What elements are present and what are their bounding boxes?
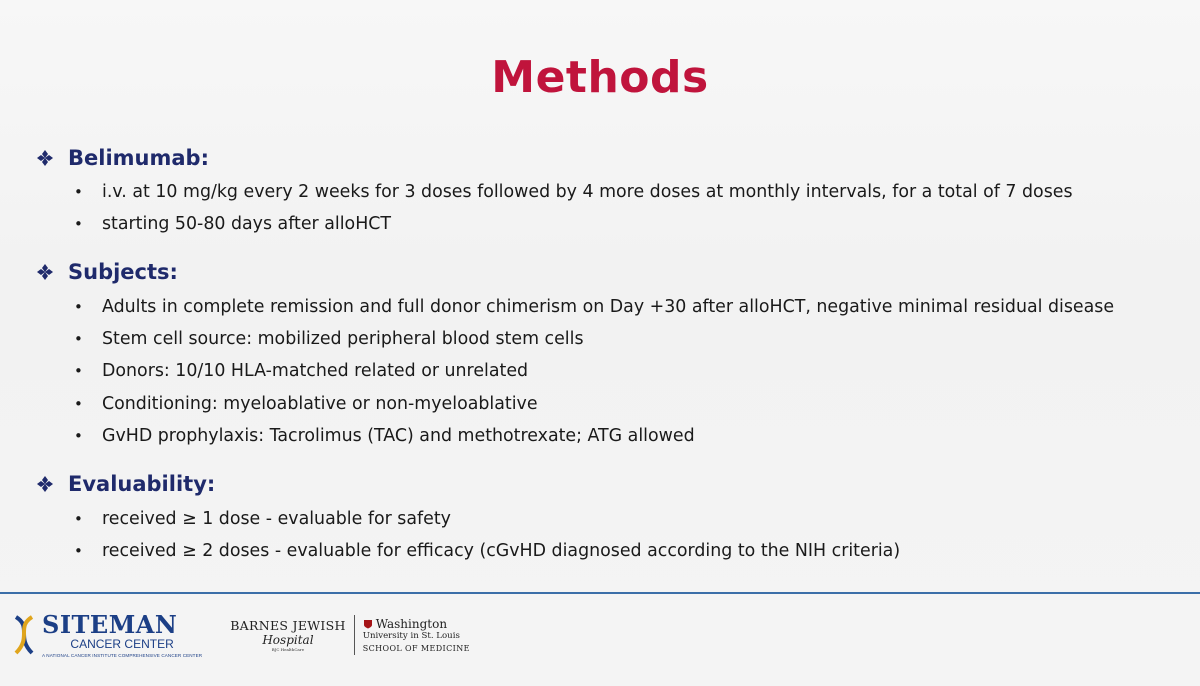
diamond-bullet-icon — [36, 263, 54, 281]
bjh-tag: BJC HealthCare — [271, 647, 305, 652]
footer-logos — [10, 605, 470, 665]
siteman-logo — [10, 609, 203, 658]
slide-title: Methods — [491, 52, 709, 103]
logo-separator — [354, 615, 355, 655]
bullet-dot-icon: • — [74, 298, 83, 316]
diamond-bullet-icon — [36, 475, 54, 493]
bullet-item — [74, 214, 391, 234]
bullet-item — [74, 182, 1073, 202]
section-heading-text: Evaluability: — [68, 472, 216, 496]
dna-helix-icon — [10, 615, 38, 655]
washu-logo — [363, 617, 470, 653]
bullet-item — [74, 509, 451, 529]
bullet-item — [74, 329, 584, 349]
shield-icon — [363, 619, 373, 629]
bullet-item — [74, 297, 1114, 317]
bullet-text: i.v. at 10 mg/kg every 2 weeks for 3 doses followed by 4 more doses at monthly intervals, for a total of 7 doses — [102, 182, 1073, 202]
section-heading-belimumab — [36, 146, 209, 170]
bullet-dot-icon: • — [74, 395, 83, 413]
section-heading-evaluability — [36, 472, 215, 496]
washu-name: Washington — [375, 617, 448, 631]
bullet-item — [74, 541, 900, 561]
washu-school: SCHOOL OF MEDICINE — [362, 644, 470, 653]
siteman-tagline: A NATIONAL CANCER INSTITUTE COMPREHENSIVE CANCER CENTER — [42, 652, 203, 658]
siteman-name: SITEMAN — [42, 609, 178, 639]
bullet-dot-icon: • — [74, 542, 83, 560]
bullet-text: starting 50-80 days after alloHCT — [102, 214, 392, 234]
bullet-text: Donors: 10/10 HLA-matched related or unrelated — [102, 361, 529, 381]
section-heading-text: Subjects: — [68, 260, 178, 284]
bullet-dot-icon: • — [74, 183, 83, 201]
bullet-text: GvHD prophylaxis: Tacrolimus (TAC) and methotrexate; ATG allowed — [102, 426, 695, 446]
bullet-text: Adults in complete remission and full donor chimerism on Day +30 after alloHCT, negative minimal residual disease — [102, 297, 1115, 317]
bullet-text: received ≥ 2 doses - evaluable for efficacy (cGvHD diagnosed according to the NIH criteria) — [102, 541, 901, 561]
bjh-name: BARNES JEWISH — [230, 618, 346, 633]
bullet-item — [74, 394, 538, 414]
bjh-hospital: Hospital — [262, 633, 314, 647]
bullet-dot-icon: • — [74, 427, 83, 445]
bullet-dot-icon: • — [74, 330, 83, 348]
bullet-item — [74, 361, 528, 381]
bullet-text: Conditioning: myeloablative or non-myeloablative — [102, 394, 538, 414]
washu-subtitle: University in St. Louis — [362, 631, 460, 641]
bullet-dot-icon: • — [74, 362, 83, 380]
bullet-text: received ≥ 1 dose - evaluable for safety — [102, 509, 451, 529]
siteman-subtitle: CANCER CENTER — [70, 636, 174, 651]
bullet-dot-icon: • — [74, 215, 83, 233]
barnes-jewish-logo — [230, 618, 346, 652]
section-heading-subjects — [36, 260, 178, 284]
bullet-dot-icon: • — [74, 510, 83, 528]
diamond-bullet-icon — [36, 149, 54, 167]
bullet-text: Stem cell source: mobilized peripheral blood stem cells — [102, 329, 584, 349]
bullet-item — [74, 426, 695, 446]
section-heading-text: Belimumab: — [68, 146, 209, 170]
footer-divider — [0, 592, 1200, 594]
